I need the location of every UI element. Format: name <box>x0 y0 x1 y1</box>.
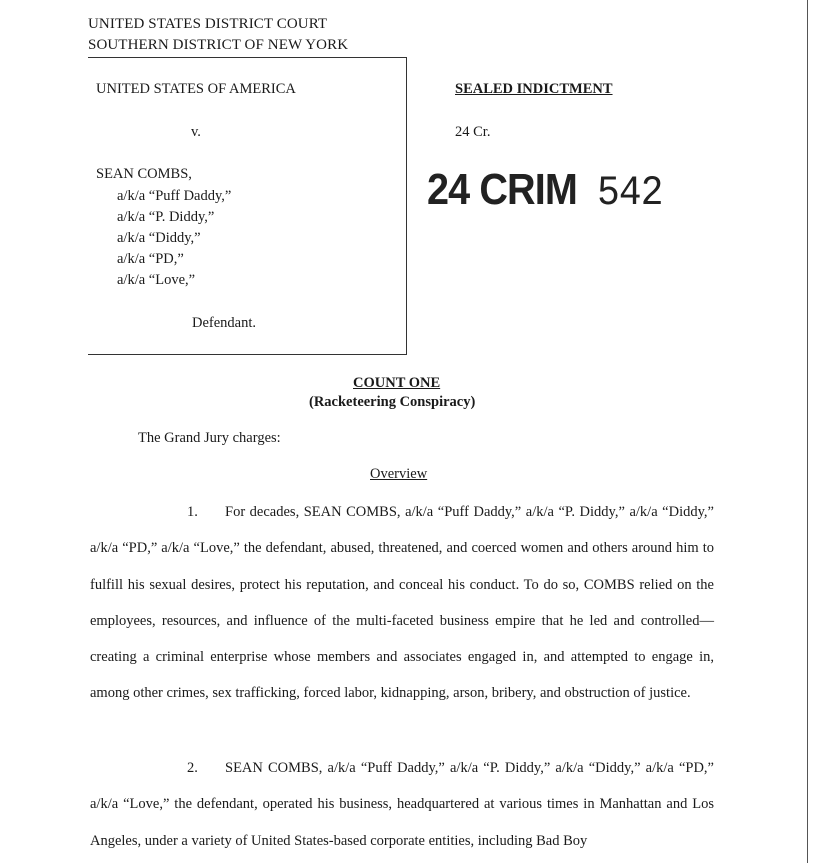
paragraph-text: For decades, SEAN COMBS, a/k/a “Puff Daddy,” a/k/a “P. Diddy,” a/k/a “Diddy,” a/k/a “PD,” a/k/a “Love,” the defendant, abused, threatened, and coerced women and others around him to fulfill his sexual desires, protect his reputation, and conceal his conduct. To do so, COMBS relied on the employees, resources, and influence of the multi-faceted business empire that he led and controlled—creating a criminal enterprise whose members and associates engaged in, and attempted to engage in, among other crimes, sex trafficking, forced labor, kidnapping, arson, bribery, and obstruction of justice. <box>90 504 714 702</box>
stamp-prefix: 24 CRIM <box>427 165 577 214</box>
defendant-label: Defendant. <box>192 315 257 331</box>
plaintiff: UNITED STATES OF AMERICA <box>96 81 296 97</box>
defendant-name: SEAN COMBS, <box>96 166 192 182</box>
alias: a/k/a “Puff Daddy,” <box>117 188 232 204</box>
paragraph-number: 2. <box>187 760 198 776</box>
court-district: SOUTHERN DISTRICT OF NEW YORK <box>88 37 349 53</box>
case-number-stamp <box>427 165 663 218</box>
versus: v. <box>191 124 201 140</box>
case-caption-box <box>88 57 407 355</box>
count-title: COUNT ONE <box>353 375 441 391</box>
paragraph-text: SEAN COMBS, a/k/a “Puff Daddy,” a/k/a “P. Diddy,” a/k/a “Diddy,” a/k/a “PD,” a/k/a “Love,” the defendant, operated his business, headquartered at various times in Manhattan and Los Angeles, under a variety of United States-based corporate entities, including Bad Boy <box>90 760 714 849</box>
page-edge-rule <box>807 0 808 863</box>
paragraph-1 <box>90 494 714 712</box>
grand-jury-charges: The Grand Jury charges: <box>138 430 281 446</box>
paragraph-number: 1. <box>187 504 198 520</box>
court-name: UNITED STATES DISTRICT COURT <box>88 16 328 32</box>
alias: a/k/a “Diddy,” <box>117 230 201 246</box>
alias: a/k/a “Love,” <box>117 272 196 288</box>
stamp-number: 542 <box>597 169 663 217</box>
document-type: SEALED INDICTMENT <box>455 81 613 97</box>
count-subtitle: (Racketeering Conspiracy) <box>309 394 476 410</box>
case-prefix: 24 Cr. <box>455 124 491 140</box>
section-heading: Overview <box>370 466 428 482</box>
alias: a/k/a “PD,” <box>117 251 184 267</box>
alias: a/k/a “P. Diddy,” <box>117 209 215 225</box>
paragraph-2 <box>90 750 714 859</box>
